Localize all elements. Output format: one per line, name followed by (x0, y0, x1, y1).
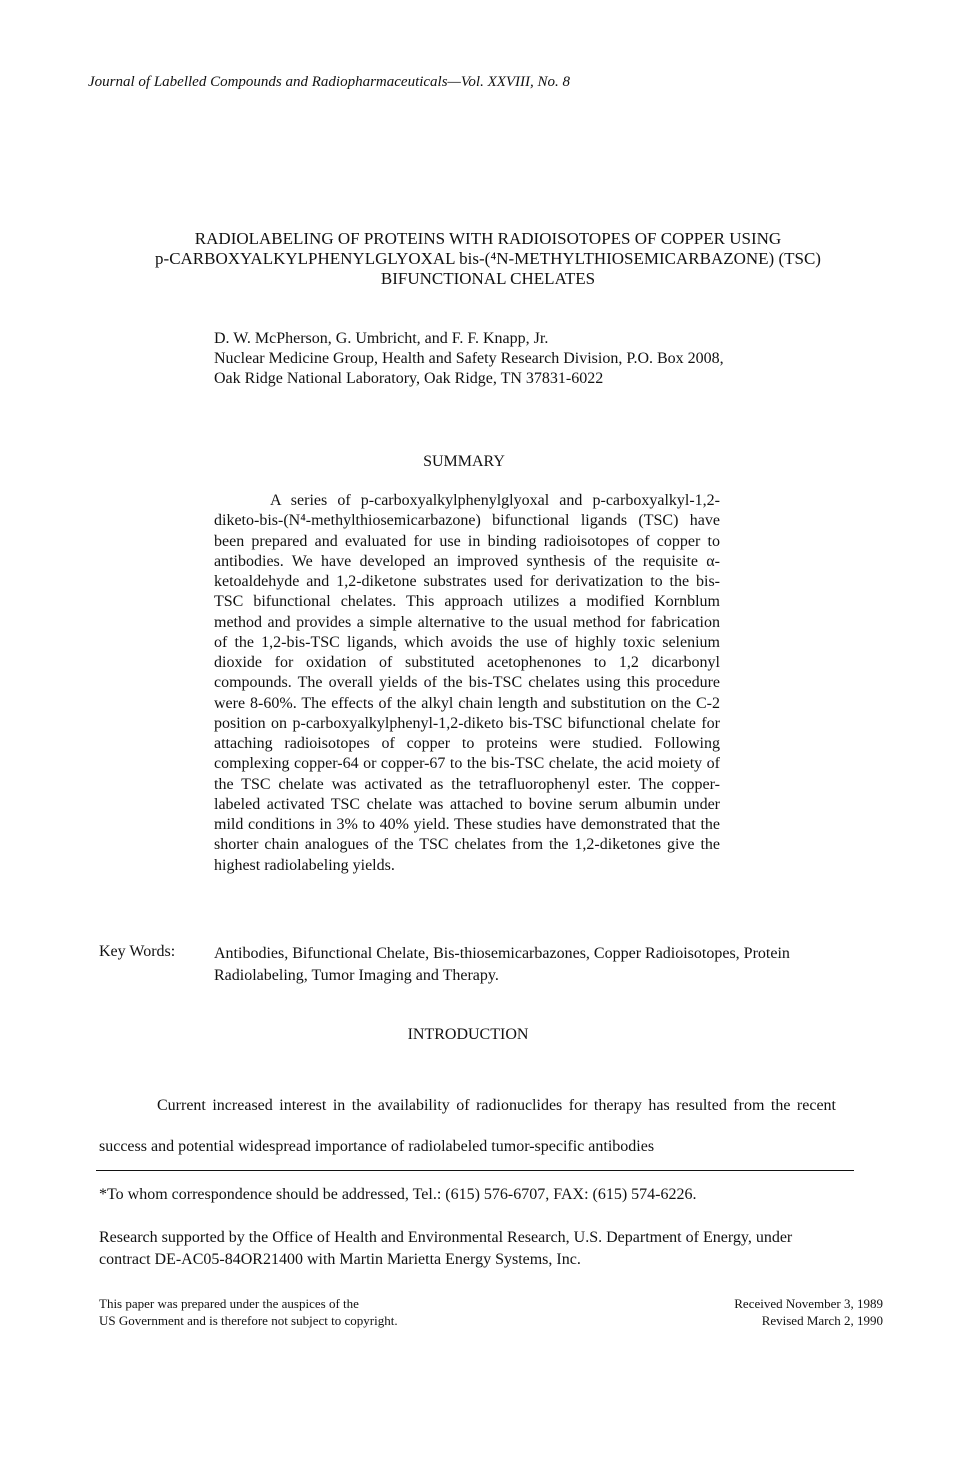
summary-heading: SUMMARY (423, 453, 505, 470)
introduction-heading: INTRODUCTION (407, 1026, 529, 1043)
keywords-label: Key Words: (99, 943, 176, 960)
copyright-notice (99, 1295, 398, 1329)
revised-date: Revised March 2, 1990 (761, 1313, 883, 1328)
journal-header: Journal of Labelled Compounds and Radiopharmaceuticals—Vol. XXVIII, No. 8 (88, 74, 571, 90)
submission-dates (580, 1295, 883, 1329)
introduction-text: Current increased interest in the availability of radionuclides for therapy has resulted from the recent success and potential widespread importance of radiolabeled tumor-specific antibodies (99, 1097, 836, 1155)
author-names: D. W. McPherson, G. Umbricht, and F. F. Knapp, Jr. (214, 330, 549, 347)
received-date: Received November 3, 1989 (734, 1296, 883, 1311)
title-line-3: BIFUNCTIONAL CHELATES (380, 269, 596, 288)
author-block (214, 329, 734, 389)
correspondence-footnote: *To whom correspondence should be addressed, Tel.: (615) 576-6707, FAX: (615) 574-6226. (99, 1186, 697, 1203)
footnote-divider (96, 1170, 854, 1171)
paper-title (60, 229, 916, 289)
keywords-text: Antibodies, Bifunctional Chelate, Bis-thiosemicarbazones, Copper Radioisotopes, Protein Radiolabeling, Tumor Imaging and Therapy. (214, 945, 790, 984)
summary-text: A series of p-carboxyalkylphenylglyoxal and p-carboxyalkyl-1,2-diketo-bis-(N⁴-methylthiosemicarbazone) bifunctional ligands (TSC) have been prepared and evaluated for use in binding radioisotopes of copper to antibodies. We have developed an improved synthesis of the requisite α-ketoaldehyde and 1,2-diketone substrates used for derivatization to the bis-TSC bifunctional chelates. This approach utilizes a modified Kornblum method and provides a simple alternative to the usual method for fabrication of the 1,2-bis-TSC ligands, which avoids the use of highly toxic selenium dioxide for oxidation of substituted acetophenones to 1,2 dicarbonyl compounds. The overall yields of the bis-TSC chelates using this procedure were 8-60%. The effects of the alkyl chain length and substitution on the C-2 position on p-carboxyalkylphenyl-1,2-diketo bis-TSC bifunctional chelate for attaching radioisotopes of copper to proteins were studied. Following complexing copper-64 or copper-67 to the bis-TSC chelate, the acid moiety of the TSC chelate was activated as the tetrafluorophenyl ester. The copper-labeled activated TSC chelate was attached to bovine serum albumin under mild conditions in 3% to 40% yield. These studies have demonstrated that the shorter chain analogues of the TSC chelates from the 1,2-diketones give the highest radiolabeling yields. (214, 492, 720, 874)
title-line-2: p-CARBOXYALKYLPHENYLGLYOXAL bis-(⁴N-METHYLTHIOSEMICARBAZONE) (TSC) (155, 249, 821, 268)
introduction-body (99, 1085, 836, 1167)
funding-footnote: Research supported by the Office of Health and Environmental Research, U.S. Department of Energy, under contract DE-AC05-84OR21400 with Martin Marietta Energy Systems, Inc. (99, 1229, 793, 1268)
copyright-line-2: US Government and is therefore not subject to copyright. (99, 1313, 398, 1328)
summary-abstract (214, 491, 720, 876)
copyright-line-1: This paper was prepared under the auspices of the (99, 1296, 359, 1311)
author-affiliation: Nuclear Medicine Group, Health and Safety Research Division, P.O. Box 2008, Oak Ridge National Laboratory, Oak Ridge, TN 37831-6022 (214, 350, 724, 387)
title-line-1: RADIOLABELING OF PROTEINS WITH RADIOISOTOPES OF COPPER USING (194, 229, 782, 248)
